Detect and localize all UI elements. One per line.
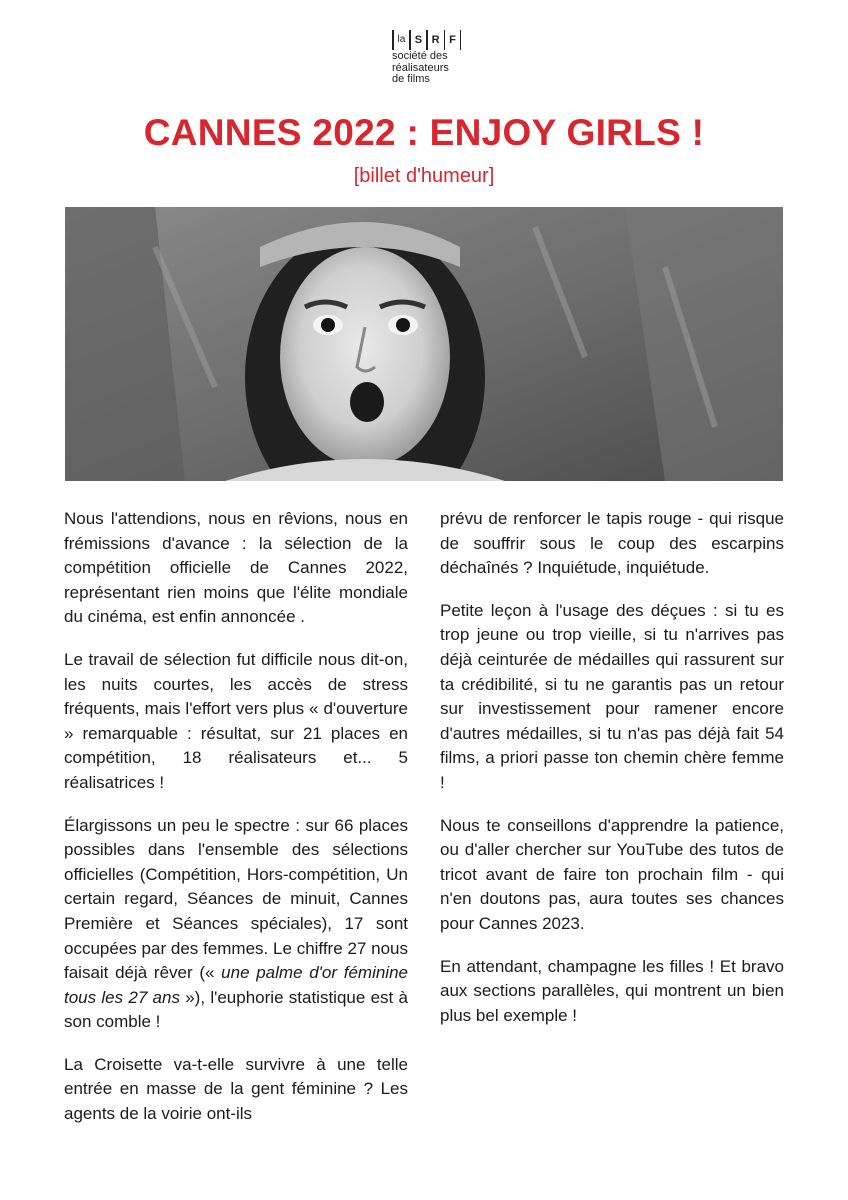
logo-segment-r: R [431,34,440,46]
paragraph: Le travail de sélection fut difficile nous dit-on, les nuits courtes, les accès de stress fréquents, mais l'effort vers plus « d'ouverture » remarquable : résultat, sur 21 places en compétition, 18 réalisateurs et... 5 réalisatrices ! [64,649,408,792]
logo-line-2: réalisateurs [392,61,449,74]
srf-logo [392,30,482,86]
paragraph: La Croisette va-t-elle survivre à une telle entrée en masse de la gent féminine ? Les agents de la voirie ont-ils [64,1054,408,1124]
paragraph: Nous te conseillons d'apprendre la patience, ou d'aller chercher sur YouTube des tutos de tricot avant de faire ton prochain film - qui n'en doutons pas, aura toutes ses chances pour Cannes 2023. [440,815,784,933]
logo-segment-s: S [414,34,423,46]
paragraph [64,814,408,1035]
paragraph-text: »), l'euphorie statistique est à son comble ! [64,987,408,1032]
article-column-right [440,507,784,1046]
paragraph: En attendant, champagne les filles ! Et bravo aux sections parallèles, qui montrent un bien plus bel exemple ! [440,956,784,1025]
paragraph: prévu de renforcer le tapis rouge - qui risque de souffrir sous le coup des escarpins déchaînés ? Inquiétude, inquiétude. [440,509,784,578]
logo-line-1: société des [392,50,448,62]
logo-line-3: de films [392,73,430,85]
logo-mark [392,30,482,50]
paragraph: Petite leçon à l'usage des déçues : si tu es trop jeune ou trop vieille, si tu n'arrives pas déjà ceinturée de médailles qui rassurent sur ta crédibilité, si tu ne garantis pas un retour sur investissement pour ramener encore d'autres médailles, si tu n'as pas déjà fait 54 films, a priori passe ton chemin chère femme ! [440,600,784,792]
article-column-left [64,507,408,1145]
page-title: CANNES 2022 : ENJOY GIRLS ! [143,112,705,153]
logo-text [392,51,482,86]
paragraph: Nous l'attendions, nous en rêvions, nous en frémissions d'avance : la sélection de la compétition officielle de Cannes 2022, représentant rien moins que l'élite mondiale du cinéma, est enfin annoncée . [64,509,408,627]
logo-segment-la: la [397,34,406,45]
page-subtitle: [billet d'humeur] [353,165,495,187]
paragraph-text: Élargissons un peu le spectre : sur 66 places possibles dans l'ensemble des sélections officielles (Compétition, Hors-compétition, Un certain regard, Séances de minuit, Cannes Première et Séances spéciales), 17 sont occupées par des femmes. Le chiffre 27 nous faisait déjà rêver (« [64,815,408,983]
photo-image [65,207,783,481]
quote-italic: une palme d'or féminine tous les 27 ans [64,963,408,1007]
header-photo [65,207,783,481]
logo-segment-f: F [449,34,456,46]
logo-divider [460,30,462,50]
